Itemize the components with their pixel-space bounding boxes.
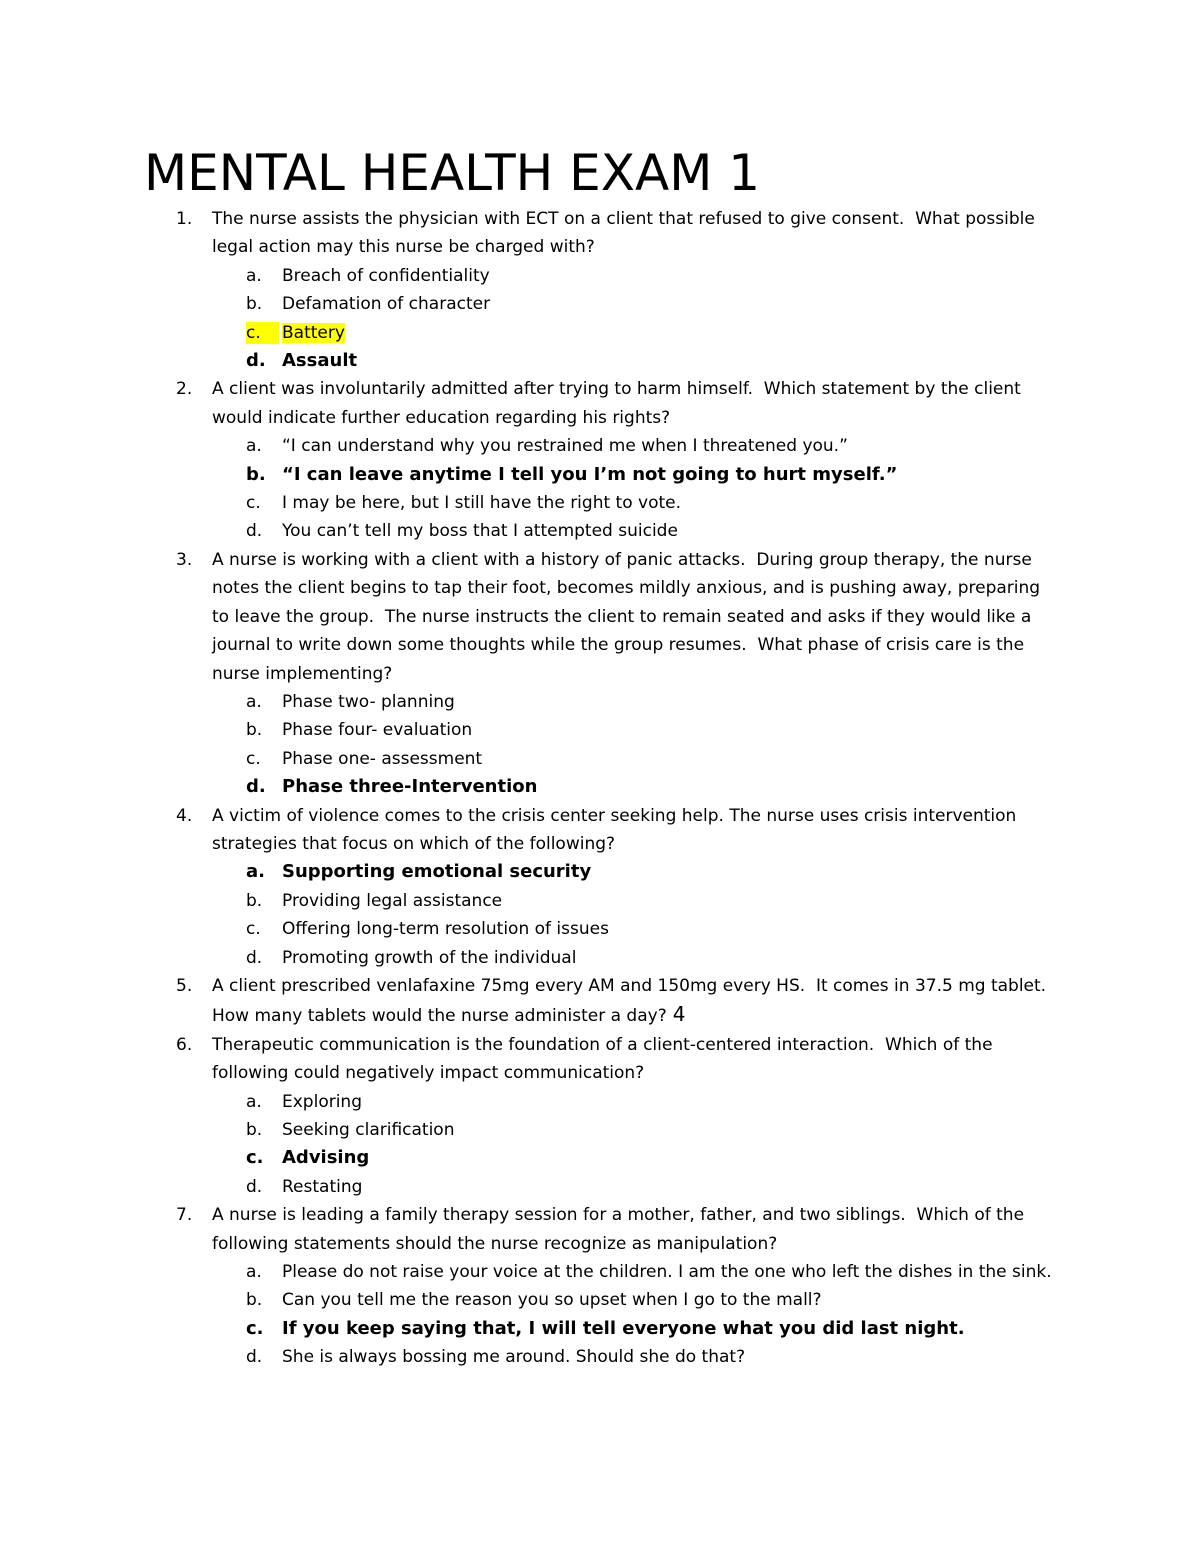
option-text	[282, 290, 1062, 318]
option-text	[282, 319, 1062, 347]
question-text	[212, 972, 1062, 1031]
answer-option	[0, 461, 1200, 489]
question-item	[0, 205, 1200, 375]
option-letter: d.	[246, 1347, 263, 1368]
question-text	[212, 546, 1062, 688]
option-text-content: Seeking clarification	[282, 1120, 455, 1140]
option-text	[282, 262, 1062, 290]
option-text	[282, 1116, 1062, 1144]
option-text-content: If you keep saying that, I will tell everyone what you did last night.	[282, 1317, 965, 1339]
question-number: 1.	[176, 209, 193, 229]
question-text	[212, 375, 1062, 432]
question-item	[0, 1201, 1200, 1371]
question-text-content: A client was involuntarily admitted after trying to harm himself. Which statement by the client would indicate further education regarding his rights?	[212, 379, 1027, 428]
question-text-content: A victim of violence comes to the crisis center seeking help. The nurse uses crisis intervention strategies that focus on which of the following?	[212, 805, 1022, 854]
question-text-content: A nurse is leading a family therapy session for a mother, father, and two siblings. Which of the following statements should the nurse recognize as manipulation?	[212, 1205, 1030, 1254]
question-text-content: The nurse assists the physician with ECT on a client that refused to give consent. What possible legal action may this nurse be charged with?	[212, 209, 1041, 258]
question-number: 3.	[176, 549, 193, 570]
option-letter: d.	[246, 776, 266, 798]
answer-option	[0, 262, 1200, 290]
question-number: 7.	[176, 1205, 193, 1226]
question-text	[212, 205, 1062, 262]
answer-option	[0, 1173, 1200, 1201]
option-text	[282, 347, 1062, 375]
answer-option	[0, 489, 1200, 517]
option-text-content: Promoting growth of the individual	[282, 947, 577, 968]
option-letter: b.	[246, 294, 263, 315]
option-text	[282, 716, 1062, 744]
option-text	[282, 688, 1062, 716]
option-letter: c.	[246, 493, 261, 514]
answer-option	[0, 858, 1200, 886]
answer-option	[0, 1286, 1200, 1314]
answer-option	[0, 887, 1200, 915]
option-text-content: “I can leave anytime I tell you I’m not going to hurt myself.”	[282, 463, 898, 485]
question-number: 5.	[176, 975, 193, 996]
option-text	[282, 1315, 1062, 1343]
option-letter: a.	[246, 1262, 262, 1283]
option-letter: a.	[246, 1091, 262, 1112]
option-text	[282, 1286, 1062, 1314]
answer-option	[0, 517, 1200, 545]
option-letter: b.	[246, 720, 263, 741]
option-text	[282, 461, 1062, 489]
option-text-content: “I can understand why you restrained me when I threatened you.”	[282, 436, 848, 457]
answer-option	[0, 432, 1200, 460]
question-item	[0, 972, 1200, 1031]
option-text-content: Phase four- evaluation	[282, 720, 473, 741]
question-text	[212, 1031, 1062, 1088]
option-text-content: Phase two- planning	[282, 691, 455, 712]
option-text	[282, 432, 1062, 460]
option-text-content: Offering long-term resolution of issues	[282, 919, 609, 940]
option-text	[282, 1343, 1062, 1371]
option-letter: c.	[246, 1317, 264, 1339]
answer-option	[0, 319, 1200, 347]
option-text-content: Supporting emotional security	[282, 861, 592, 883]
answer-option	[0, 347, 1200, 375]
option-text	[282, 858, 1062, 886]
option-letter: b.	[246, 1120, 263, 1140]
option-letter: a.	[246, 691, 262, 712]
option-text-content: She is always bossing me around. Should she do that?	[282, 1347, 746, 1368]
option-letter: d.	[246, 1176, 263, 1197]
question-text	[212, 1201, 1062, 1258]
question-number: 4.	[176, 805, 193, 826]
option-text-content: Phase three-Intervention	[282, 776, 538, 798]
option-text-content: Restating	[282, 1176, 363, 1197]
option-text-content: Providing legal assistance	[282, 890, 503, 911]
option-letter: d.	[246, 350, 266, 372]
option-text	[282, 915, 1062, 943]
option-letter: a.	[246, 861, 265, 883]
answer-option	[0, 915, 1200, 943]
answer-option	[0, 716, 1200, 744]
option-letter: c.	[246, 748, 261, 769]
answer-option	[0, 688, 1200, 716]
written-answer: 4	[672, 1002, 686, 1027]
option-text-content: Advising	[282, 1147, 370, 1169]
option-text-content: Assault	[282, 350, 358, 372]
option-text	[282, 773, 1062, 801]
answer-option	[0, 1088, 1200, 1116]
option-letter: b.	[246, 463, 266, 485]
answer-option	[0, 1343, 1200, 1371]
answer-option	[0, 290, 1200, 318]
question-text-content: A client prescribed venlafaxine 75mg every AM and 150mg every HS. It comes in 37.5 mg tablet. How many tablets would the nurse administer a day?	[212, 975, 1057, 1027]
option-text-content: Can you tell me the reason you so upset when I go to the mall?	[282, 1290, 822, 1311]
option-text	[282, 489, 1062, 517]
answer-option	[0, 745, 1200, 773]
option-letter: b.	[246, 1290, 263, 1311]
option-letter: c.	[246, 322, 279, 344]
question-item	[0, 375, 1200, 545]
option-text	[282, 1173, 1062, 1201]
option-text-content: You can’t tell my boss that I attempted suicide	[282, 521, 678, 542]
option-text-content: I may be here, but I still have the right to vote.	[282, 493, 682, 514]
option-letter: a.	[246, 265, 262, 286]
option-text	[282, 887, 1062, 915]
question-text	[212, 802, 1062, 859]
question-number: 2.	[176, 379, 193, 400]
answer-option	[0, 1258, 1200, 1286]
question-item	[0, 546, 1200, 802]
option-text-content: Exploring	[282, 1091, 362, 1112]
option-text-content: Please do not raise your voice at the children. I am the one who left the dishes in the sink.	[282, 1262, 1052, 1283]
question-item	[0, 1031, 1200, 1201]
answer-option	[0, 773, 1200, 801]
answer-option	[0, 1116, 1200, 1144]
option-text	[282, 1144, 1062, 1172]
answer-option	[0, 1144, 1200, 1172]
option-text	[282, 745, 1062, 773]
option-text-content: Breach of confidentiality	[282, 265, 490, 286]
answer-option	[0, 944, 1200, 972]
option-text	[282, 1258, 1062, 1286]
option-text-content: Phase one- assessment	[282, 748, 483, 769]
option-letter: d.	[246, 947, 263, 968]
option-letter: a.	[246, 436, 262, 457]
question-text-content: Therapeutic communication is the foundation of a client-centered interaction. Which of the following could negatively impact communication?	[212, 1034, 998, 1084]
option-text-content: Battery	[282, 322, 345, 343]
question-item	[0, 802, 1200, 972]
option-letter: b.	[246, 890, 263, 911]
option-letter: d.	[246, 521, 263, 542]
question-list	[0, 205, 1200, 1372]
option-letter: c.	[246, 1147, 264, 1169]
answer-option	[0, 1315, 1200, 1343]
option-text	[282, 944, 1062, 972]
question-number: 6.	[176, 1034, 193, 1055]
option-text-content: Defamation of character	[282, 294, 491, 315]
question-text-content: A nurse is working with a client with a history of panic attacks. During group therapy, the nurse notes the client begins to tap their foot, becomes mildly anxious, and is pushing away, preparing to leave the group. The nurse instructs the client to remain seated and asks if they would like a journal to write down some thoughts while the group resumes. What phase of crisis care is the nurse implementing?	[212, 549, 1046, 684]
option-letter: c.	[246, 919, 261, 940]
document-title: MENTAL HEALTH EXAM 1	[144, 144, 761, 202]
option-text	[282, 517, 1062, 545]
option-text	[282, 1088, 1062, 1116]
